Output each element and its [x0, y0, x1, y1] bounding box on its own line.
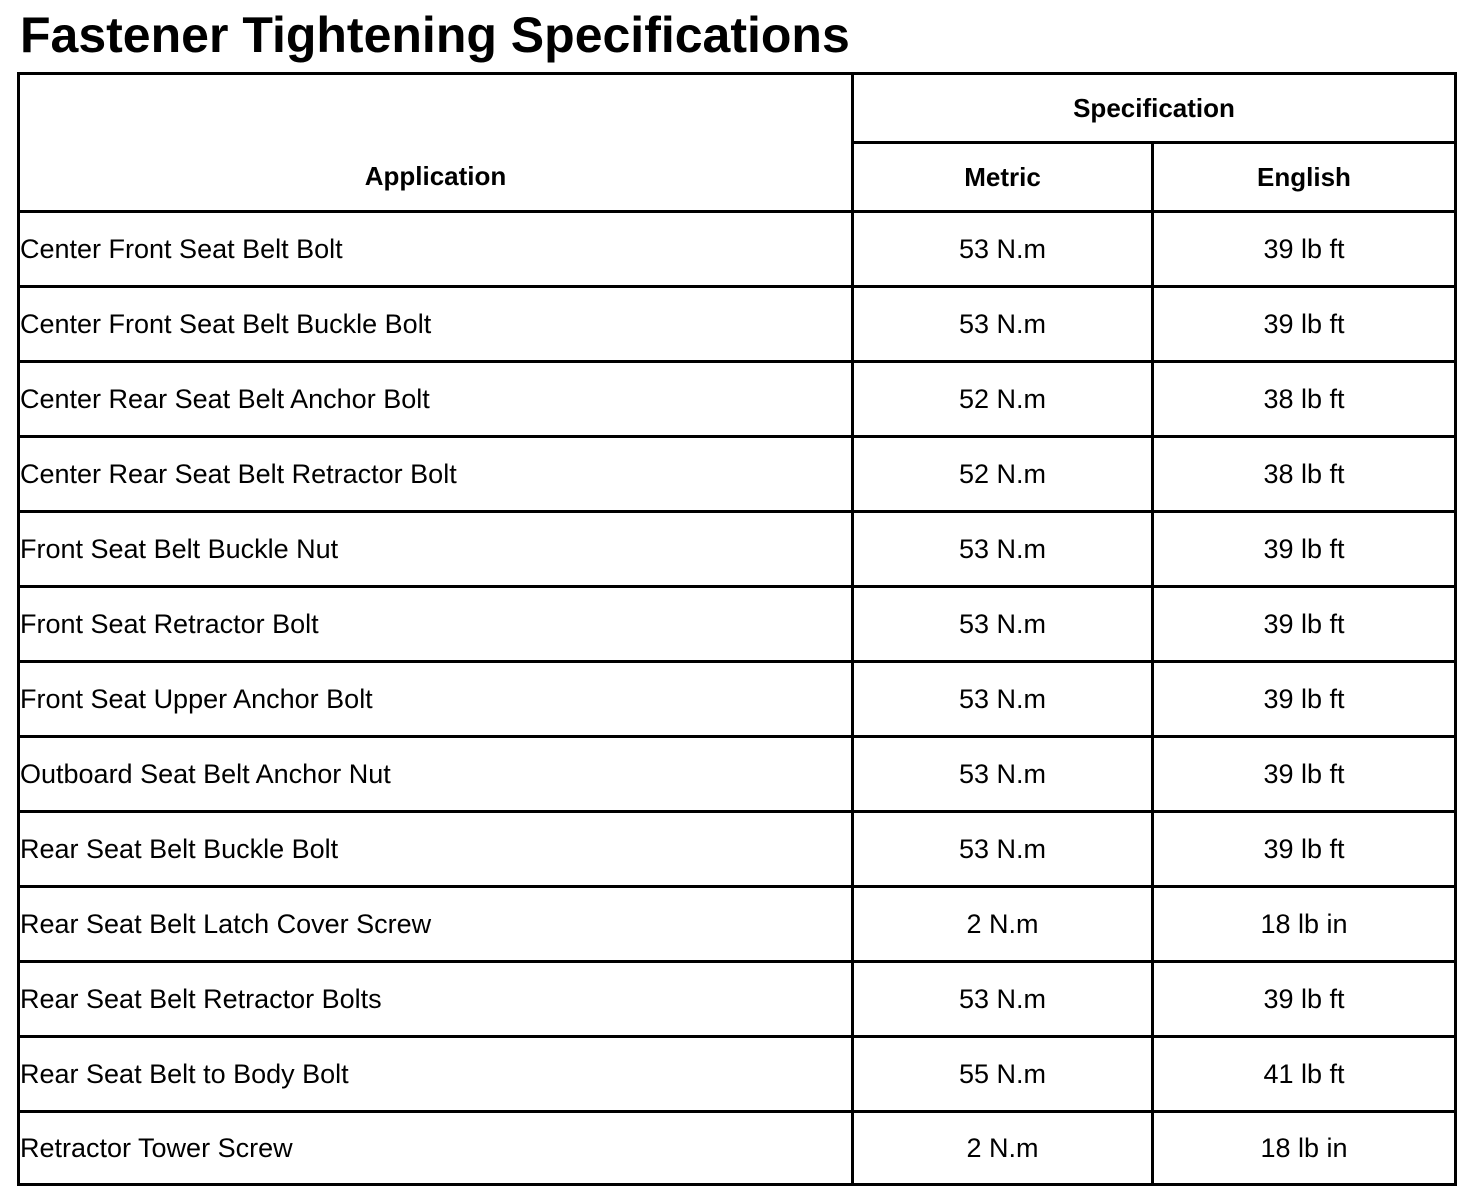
cell-english: 39 lb ft: [1153, 962, 1456, 1037]
cell-english: 39 lb ft: [1153, 212, 1456, 287]
cell-english: 39 lb ft: [1153, 512, 1456, 587]
cell-metric: 2 N.m: [853, 887, 1153, 962]
cell-english: 41 lb ft: [1153, 1037, 1456, 1112]
fastener-spec-table: [17, 72, 1457, 1186]
cell-metric: 53 N.m: [853, 812, 1153, 887]
table-row: [19, 1112, 1456, 1185]
cell-application: Center Rear Seat Belt Retractor Bolt: [19, 437, 853, 512]
cell-english: 18 lb in: [1153, 1112, 1456, 1185]
table-row: [19, 737, 1456, 812]
cell-metric: 52 N.m: [853, 362, 1153, 437]
cell-metric: 53 N.m: [853, 287, 1153, 362]
table-body: [19, 212, 1456, 1185]
cell-english: 39 lb ft: [1153, 287, 1456, 362]
cell-english: 39 lb ft: [1153, 662, 1456, 737]
cell-metric: 55 N.m: [853, 1037, 1153, 1112]
cell-application: Rear Seat Belt Retractor Bolts: [19, 962, 853, 1037]
cell-metric: 52 N.m: [853, 437, 1153, 512]
table-row: [19, 212, 1456, 287]
cell-english: 18 lb in: [1153, 887, 1456, 962]
header-metric: Metric: [853, 143, 1153, 212]
table-row: [19, 587, 1456, 662]
cell-application: Front Seat Upper Anchor Bolt: [19, 662, 853, 737]
cell-metric: 53 N.m: [853, 662, 1153, 737]
cell-application: Rear Seat Belt to Body Bolt: [19, 1037, 853, 1112]
cell-application: Retractor Tower Screw: [19, 1112, 853, 1185]
cell-metric: 2 N.m: [853, 1112, 1153, 1185]
header-english: English: [1153, 143, 1456, 212]
table-row: [19, 887, 1456, 962]
table-row: [19, 287, 1456, 362]
cell-metric: 53 N.m: [853, 737, 1153, 812]
cell-application: Front Seat Retractor Bolt: [19, 587, 853, 662]
header-row-top: [19, 74, 1456, 143]
cell-english: 38 lb ft: [1153, 362, 1456, 437]
cell-english: 39 lb ft: [1153, 737, 1456, 812]
table-row: [19, 812, 1456, 887]
table-row: [19, 962, 1456, 1037]
cell-application: Center Rear Seat Belt Anchor Bolt: [19, 362, 853, 437]
cell-application: Center Front Seat Belt Buckle Bolt: [19, 287, 853, 362]
cell-metric: 53 N.m: [853, 587, 1153, 662]
cell-application: Front Seat Belt Buckle Nut: [19, 512, 853, 587]
cell-application: Rear Seat Belt Latch Cover Screw: [19, 887, 853, 962]
table-header: [19, 74, 1456, 212]
header-specification: Specification: [853, 74, 1456, 143]
cell-application: Center Front Seat Belt Bolt: [19, 212, 853, 287]
cell-english: 39 lb ft: [1153, 587, 1456, 662]
cell-metric: 53 N.m: [853, 512, 1153, 587]
cell-application: Rear Seat Belt Buckle Bolt: [19, 812, 853, 887]
table-row: [19, 662, 1456, 737]
table-row: [19, 437, 1456, 512]
page-title: Fastener Tightening Specifications: [20, 7, 850, 63]
table-row: [19, 512, 1456, 587]
table-row: [19, 1037, 1456, 1112]
table-row: [19, 362, 1456, 437]
cell-english: 39 lb ft: [1153, 812, 1456, 887]
cell-metric: 53 N.m: [853, 962, 1153, 1037]
cell-english: 38 lb ft: [1153, 437, 1456, 512]
cell-application: Outboard Seat Belt Anchor Nut: [19, 737, 853, 812]
cell-metric: 53 N.m: [853, 212, 1153, 287]
header-application: Application: [19, 74, 853, 212]
